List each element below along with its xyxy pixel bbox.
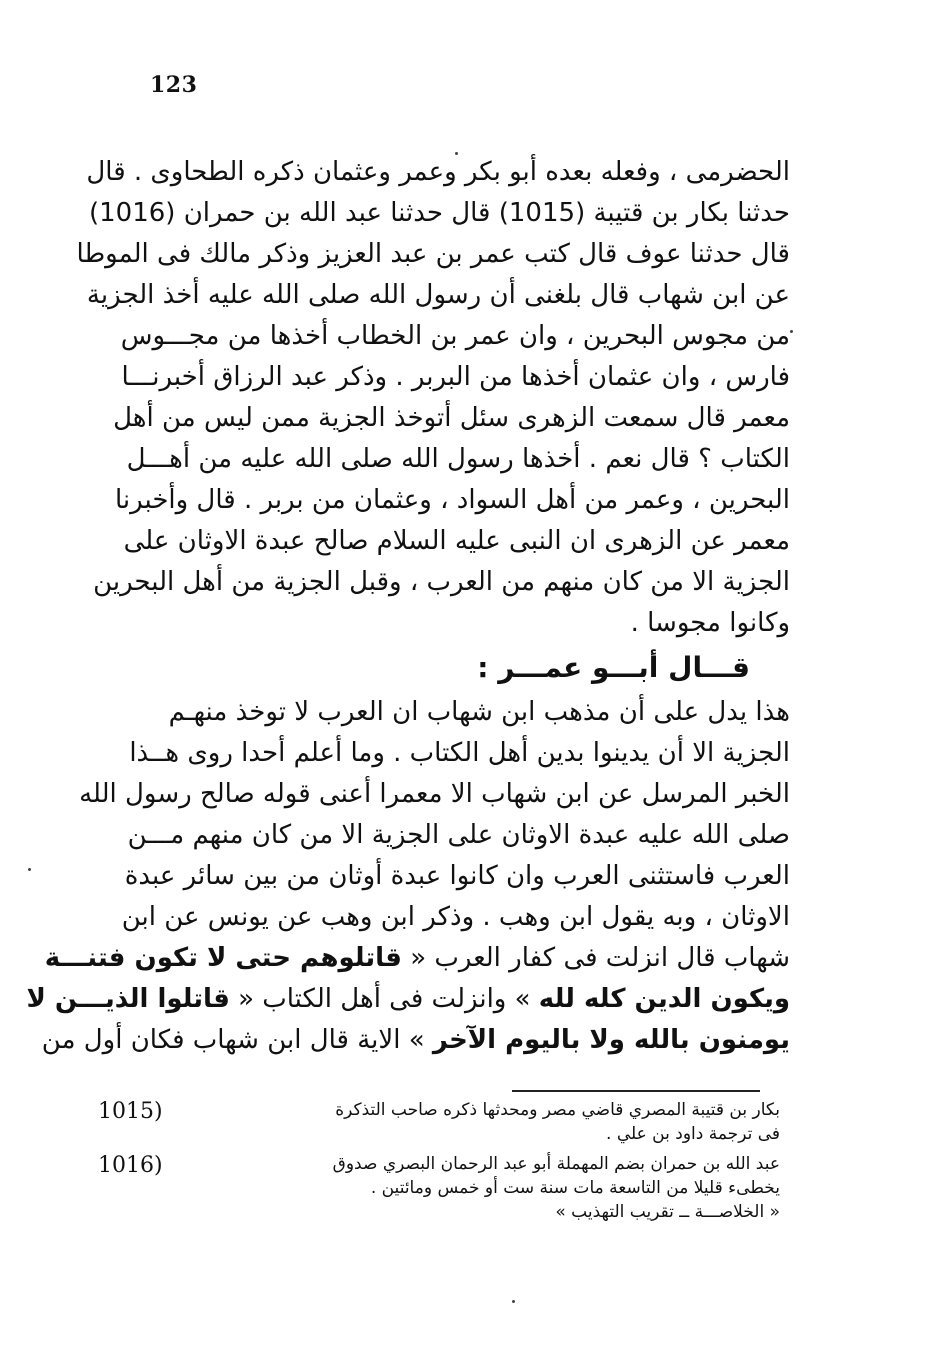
text-line: الجزية الا أن يدينوا بدين أهل الكتاب . وما أعلم أحدا روى هــذا	[129, 738, 790, 768]
text-line: الحضرمى ، وفعله بعده أبو بكر وعمر وعثمان ذكره الطحاوى . قال	[86, 157, 790, 187]
footnote-rule	[512, 1090, 760, 1092]
text-line: معمر عن الزهرى ان النبى عليه السلام صالح عبدة الاوثان على	[123, 526, 790, 556]
text-line: عن ابن شهاب قال بلغنى أن رسول الله صلى الله عليه أخذ الجزية	[86, 280, 790, 310]
footnote-body	[180, 1152, 780, 1224]
quran-quote: يومنون بالله ولا باليوم الآخر	[432, 1025, 790, 1055]
text-line: العرب فاستثنى العرب وان كانوا عبدة أوثان من بين سائر عبدة	[124, 861, 790, 891]
footnotes	[90, 1098, 780, 1224]
footnote-line: بكار بن قتيبة المصري قاضي مصر ومحدثها ذكره صاحب التذكرة	[335, 1100, 780, 1120]
text-line: الكتاب ؟ قال نعم . أخذها رسول الله صلى الله عليه من أهـــل	[126, 444, 790, 474]
text-line	[44, 938, 790, 979]
text-line: البحرين ، وعمر من أهل السواد ، وعثمان من بربر . قال وأخبرنا	[114, 485, 790, 515]
scan-speck	[455, 152, 458, 155]
text-line: الاوثان ، وبه يقول ابن وهب . وذكر ابن وهب عن يونس عن ابن	[121, 902, 790, 932]
text-line: الجزية الا من كان منهم من العرب ، وقبل الجزية من أهل البحرين	[93, 567, 790, 597]
scan-speck	[512, 1300, 515, 1303]
quran-quote: قاتلوا الذيـــن لا	[26, 984, 230, 1014]
text-line: قال حدثنا عوف قال كتب عمر بن عبد العزيز وذكر مالك فى الموطا	[76, 239, 790, 269]
section-heading: قـــال أبـــو عمـــر :	[477, 651, 750, 684]
text-line: وكانوا مجوسا .	[630, 608, 790, 638]
quran-quote: ويكون الدين كله لله	[538, 984, 790, 1014]
plain-text: » الاية قال ابن شهاب فكان أول من	[41, 1025, 433, 1055]
text-line: من مجوس البحرين ، وان عمر بن الخطاب أخذها من مجـــوس	[120, 321, 790, 351]
text-line	[41, 1020, 790, 1061]
main-text	[26, 152, 790, 1061]
footnote-line: فى ترجمة داود بن علي .	[606, 1124, 780, 1144]
footnote-number: 1016)	[98, 1153, 163, 1178]
text-line: صلى الله عليه عبدة الاوثان على الجزية الا من كان منهم مـــن	[127, 820, 790, 850]
footnote-body	[180, 1098, 780, 1146]
text-line: الخبر المرسل عن ابن شهاب الا معمرا أعنى قوله صالح رسول الله	[79, 779, 790, 809]
quran-quote: قاتلوهم حتى لا تكون فتنـــة	[44, 943, 402, 973]
footnote-number: 1015)	[98, 1099, 163, 1124]
footnote-line: « الخلاصـــة ــ تقريب التهذيب »	[555, 1202, 780, 1222]
text-line: فارس ، وان عثمان أخذها من البربر . وذكر عبد الرزاق أخبرنـــا	[121, 362, 790, 392]
footnote	[90, 1098, 780, 1146]
footnote-line: يخطىء قليلا من التاسعة مات سنة ست أو خمس ومائتين .	[370, 1178, 780, 1198]
plain-text: » وانزلت فى أهل الكتاب «	[229, 984, 539, 1014]
text-line: حدثنا بكار بن قتيبة (1015) قال حدثنا عبد الله بن حمران (1016)	[88, 198, 790, 228]
footnote-line: عبد الله بن حمران بضم المهملة أبو عبد الرحمان البصري صدوق	[332, 1154, 780, 1174]
plain-text: شهاب قال انزلت فى كفار العرب «	[401, 943, 790, 973]
page-number: 123	[150, 72, 198, 98]
scan-speck	[790, 330, 793, 333]
scan-speck	[28, 868, 31, 871]
text-line: معمر قال سمعت الزهرى سئل أتوخذ الجزية ممن ليس من أهل	[113, 403, 790, 433]
text-line: هذا يدل على أن مذهب ابن شهاب ان العرب لا توخذ منهـم	[168, 697, 790, 727]
footnote	[90, 1152, 780, 1224]
text-line	[26, 979, 790, 1020]
